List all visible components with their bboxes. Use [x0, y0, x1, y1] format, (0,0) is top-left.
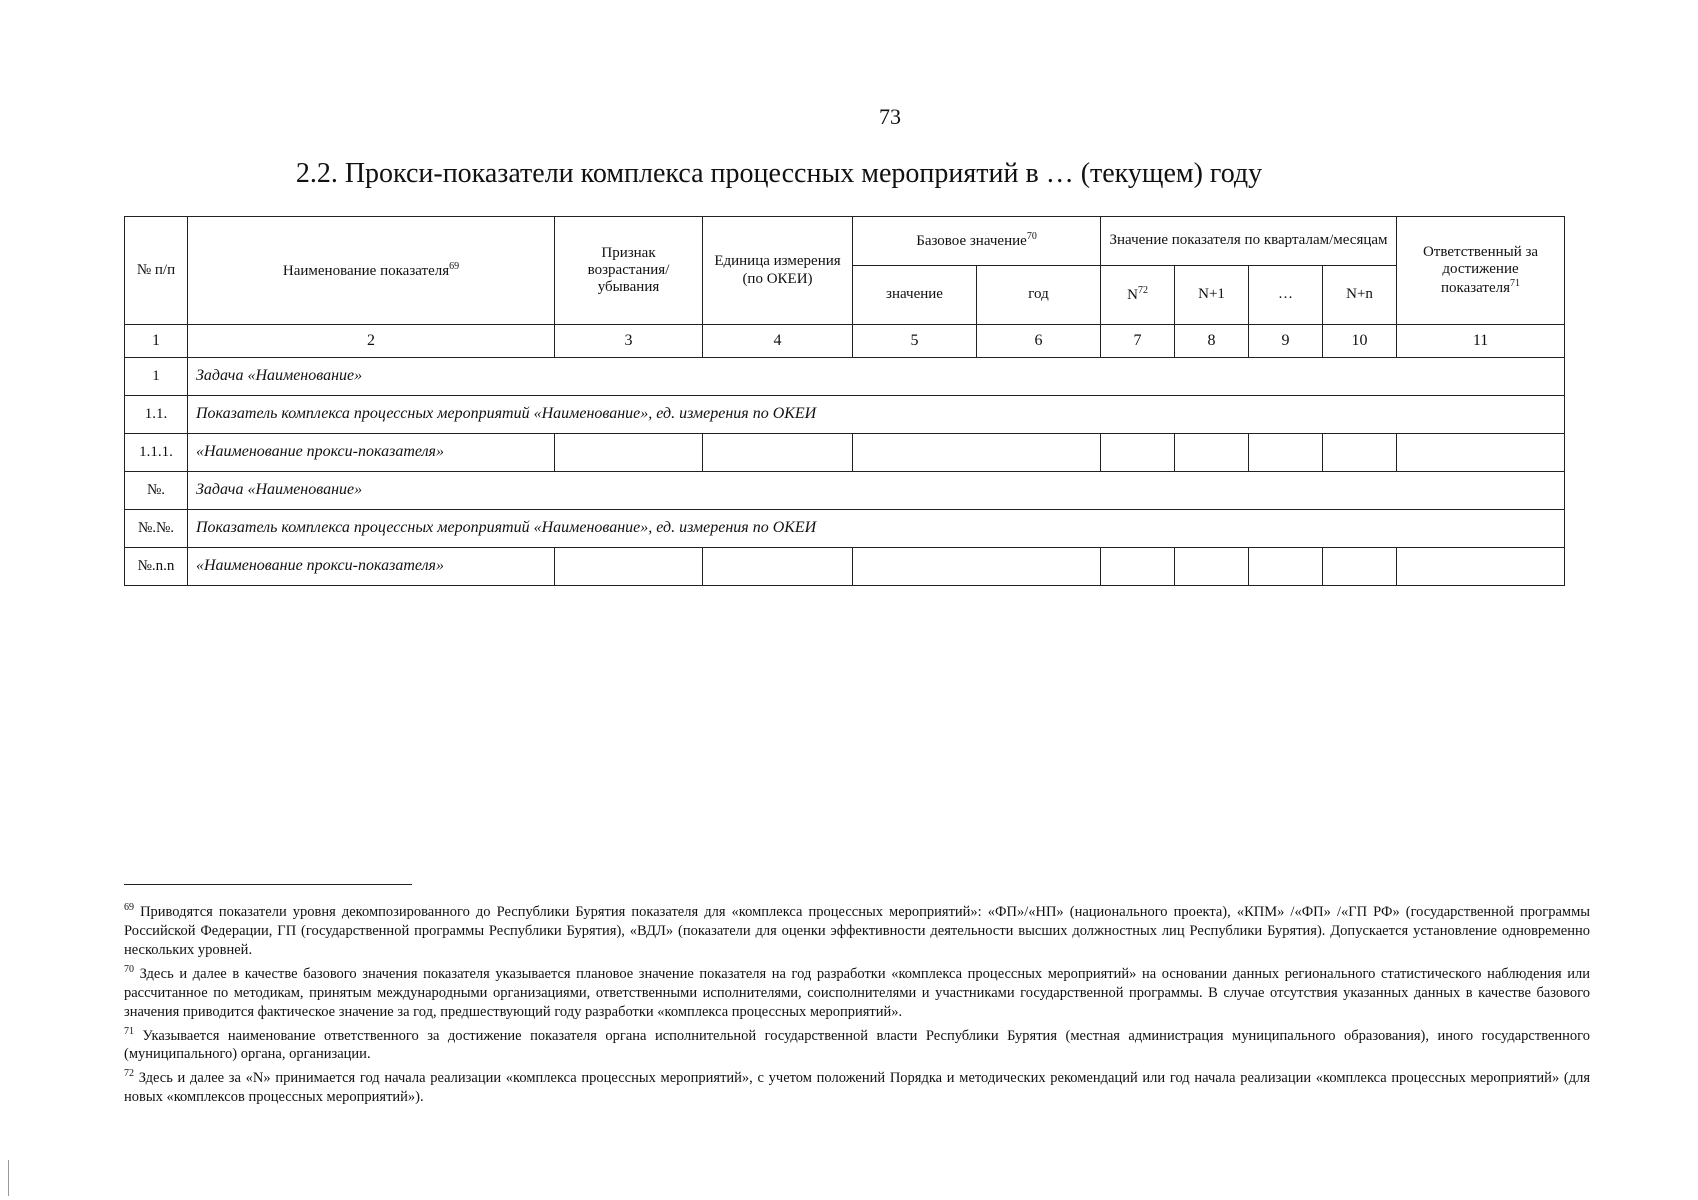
row-number: 1.1.: [125, 396, 188, 434]
proxy-indicators-table: [124, 216, 1565, 586]
row-text: Задача «Наименование»: [188, 472, 1565, 510]
footnotes: [124, 898, 1590, 1107]
header-period: Значение показателя по кварталам/месяцам: [1101, 217, 1397, 266]
empty-cell: [1397, 548, 1565, 586]
page-number: 73: [879, 104, 901, 129]
empty-cell: [1249, 548, 1323, 586]
header-base: Базовое значение$^{70}$: [853, 217, 1101, 266]
footnote-separator: [124, 884, 412, 885]
column-number: 9: [1249, 325, 1323, 358]
header-name: Наименование показателя$^{69}$: [188, 217, 555, 325]
empty-cell: [1175, 434, 1249, 472]
row-text: Показатель комплекса процессных мероприятий «Наименование», ед. измерения по ОКЕИ: [188, 510, 1565, 548]
column-number: 7: [1101, 325, 1175, 358]
empty-cell: [1249, 434, 1323, 472]
empty-cell: [1323, 434, 1397, 472]
table-row-indicator: [125, 510, 1565, 548]
empty-cell: [853, 548, 1101, 586]
header-num: № п/п: [125, 217, 188, 325]
empty-cell: [1175, 548, 1249, 586]
column-number: 5: [853, 325, 977, 358]
row-text: «Наименование прокси-показателя»: [188, 548, 555, 586]
page-title: 2.2. Прокси-показатели комплекса процессных мероприятий в … (текущем) году: [295, 158, 1263, 189]
row-text: Задача «Наименование»: [188, 358, 1565, 396]
header-unit: Единица измерения (по ОКЕИ): [703, 217, 853, 325]
scan-edge-mark: [8, 1160, 9, 1196]
row-text: «Наименование прокси-показателя»: [188, 434, 555, 472]
empty-cell: [1101, 548, 1175, 586]
empty-cell: [1323, 548, 1397, 586]
footnote-72: $^{72}$ Здесь и далее за «N» принимается год начала реализации «комплекса процессных мероприятий», с учетом положений Порядка и методических рекомендаций или год начала реализации «комплекса процессных мероприятий» (для новых «комплексов процессных мероприятий»).: [124, 1068, 1591, 1106]
empty-cell: [703, 548, 853, 586]
table-row-task: [125, 358, 1565, 396]
column-number: 6: [977, 325, 1101, 358]
column-number: 1: [125, 325, 188, 358]
footnote-70: $^{70}$ Здесь и далее в качестве базового значения показателя указывается плановое значение показателя на год разработки «комплекса процессных мероприятий» на основании данных регионального статистического наблюдения или рассчитанное по методикам, принятым международными организациями, ответственными исполнителями, соисполнителями и участниками государственной программы. В случае отсутствия указанных данных в качестве базового значения приводится фактическое значение за год, предшествующий году разработки «комплекса процессных мероприятий».: [124, 963, 1591, 1020]
header-dots: …: [1249, 266, 1323, 325]
empty-cell: [555, 434, 703, 472]
header-n1: N+1: [1175, 266, 1249, 325]
empty-cell: [555, 548, 703, 586]
footnote-71: $^{71}$ Указывается наименование ответственного за достижение показателя органа исполнительной государственной власти Республики Бурятия (местная администрация муниципального образования), иного государственного (муниципального) органа, организации.: [124, 1025, 1591, 1063]
empty-cell: [1397, 434, 1565, 472]
row-number: №.№.: [125, 510, 188, 548]
header-responsible: Ответственный за достижение показателя$^{71}$: [1397, 217, 1565, 325]
empty-cell: [853, 434, 1101, 472]
column-number: 8: [1175, 325, 1249, 358]
header-nn: N+n: [1323, 266, 1397, 325]
column-number: 4: [703, 325, 853, 358]
header-sign: Признак возрастания/ убывания: [555, 217, 703, 325]
table-row-proxy: [125, 434, 1565, 472]
table-row-indicator: [125, 396, 1565, 434]
column-number: 11: [1397, 325, 1565, 358]
header-base-value: значение: [853, 266, 977, 325]
header-base-year: год: [977, 266, 1101, 325]
table-row-proxy: [125, 548, 1565, 586]
column-number: 3: [555, 325, 703, 358]
column-number: 10: [1323, 325, 1397, 358]
column-number: 2: [188, 325, 555, 358]
row-number: №.n.n: [125, 548, 188, 586]
row-number: №.: [125, 472, 188, 510]
row-number: 1: [125, 358, 188, 396]
empty-cell: [1101, 434, 1175, 472]
column-numbers-row: [125, 325, 1565, 358]
table-row-task: [125, 472, 1565, 510]
row-text: Показатель комплекса процессных мероприятий «Наименование», ед. измерения по ОКЕИ: [188, 396, 1565, 434]
footnote-69: $^{69}$ Приводятся показатели уровня декомпозированного до Республики Бурятия показателя для «комплекса процессных мероприятий»: «ФП»/«НП» (национального проекта), «КПМ» /«ФП» /«ГП РФ» (государственной программы Российской Федерации, ГП (государственной программы Республики Бурятия), «ВДЛ» (показатели для оценки эффективности деятельности высших должностных лиц Республики Бурятия). Допускается установление одновременно нескольких уровней.: [124, 902, 1590, 958]
row-number: 1.1.1.: [125, 434, 188, 472]
empty-cell: [703, 434, 853, 472]
header-n: $N^{72}$: [1101, 266, 1175, 325]
